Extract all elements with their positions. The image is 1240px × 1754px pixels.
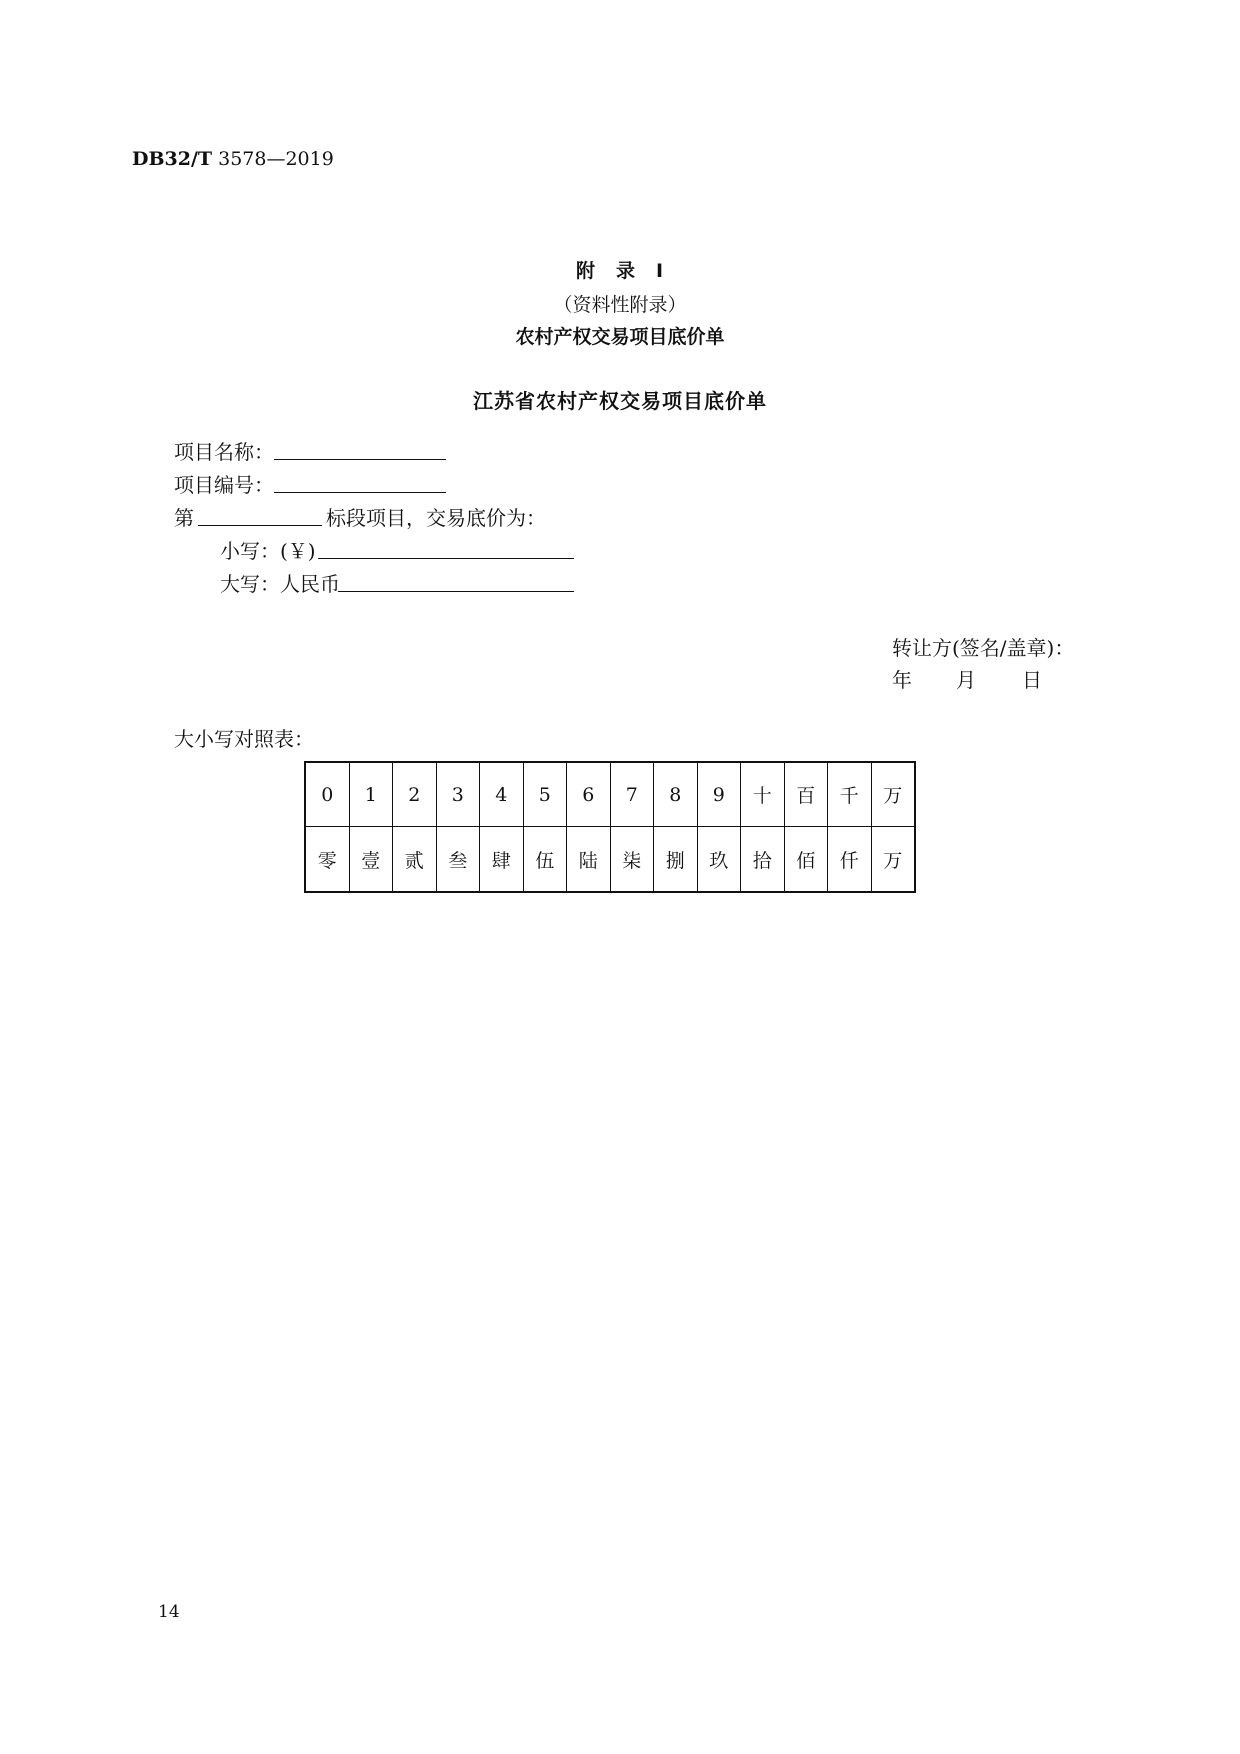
digit-cell: 9 [697, 762, 741, 827]
digit-row [305, 762, 915, 827]
digit-cell: 4 [480, 762, 524, 827]
capital-cell: 柒 [610, 827, 654, 893]
digit-cell: 7 [610, 762, 654, 827]
document-code [132, 148, 334, 170]
date-day: 日 [1022, 668, 1042, 692]
digit-cell: 8 [654, 762, 698, 827]
document-code-prefix: DB32/T [132, 148, 213, 170]
digit-cell: 百 [784, 762, 828, 827]
project-no-label: 项目编号： [174, 473, 274, 497]
section-prefix: 第 [174, 506, 194, 530]
capital-cell: 伍 [523, 827, 567, 893]
capital-cell: 叁 [436, 827, 480, 893]
capital-cell: 仟 [828, 827, 872, 893]
digit-cell: 0 [305, 762, 349, 827]
capital-cell: 陆 [567, 827, 611, 893]
digit-cell: 万 [871, 762, 915, 827]
capital-cell: 玖 [697, 827, 741, 893]
digit-cell: 3 [436, 762, 480, 827]
capital-cell: 贰 [393, 827, 437, 893]
digit-cell: 十 [741, 762, 785, 827]
comparison-table [304, 761, 916, 893]
lower-amount-label: 小写：(￥) [220, 539, 316, 563]
capital-cell: 佰 [784, 827, 828, 893]
form-title: 江苏省农村产权交易项目底价单 [473, 389, 767, 413]
digit-cell: 千 [828, 762, 872, 827]
capital-cell: 肆 [480, 827, 524, 893]
upper-amount-label: 大写：人民币 [220, 572, 340, 596]
capital-cell: 万 [871, 827, 915, 893]
digit-cell: 5 [523, 762, 567, 827]
appendix-title: 附 录 I [575, 260, 665, 282]
project-name-blank[interactable] [274, 459, 446, 460]
comparison-table-caption: 大小写对照表： [174, 727, 314, 751]
section-suffix: 标段项目，交易底价为： [326, 506, 546, 530]
project-no-blank[interactable] [274, 492, 446, 493]
capital-cell: 零 [305, 827, 349, 893]
date-year: 年 [892, 668, 912, 692]
transferor-signature-label: 转让方(签名/盖章)： [892, 636, 1075, 660]
document-code-number: 3578—2019 [212, 148, 334, 170]
project-name-label: 项目名称： [174, 440, 274, 464]
capital-cell: 壹 [349, 827, 393, 893]
lower-amount-blank[interactable] [318, 558, 574, 559]
capital-cell: 捌 [654, 827, 698, 893]
date-month: 月 [956, 668, 976, 692]
digit-cell: 1 [349, 762, 393, 827]
capital-row [305, 827, 915, 893]
upper-amount-blank[interactable] [338, 591, 574, 592]
section-no-blank[interactable] [198, 525, 322, 526]
capital-cell: 拾 [741, 827, 785, 893]
appendix-subtitle: （资料性附录） [553, 294, 687, 316]
digit-cell: 2 [393, 762, 437, 827]
appendix-name: 农村产权交易项目底价单 [515, 326, 725, 348]
page-number: 14 [158, 1602, 180, 1622]
digit-cell: 6 [567, 762, 611, 827]
